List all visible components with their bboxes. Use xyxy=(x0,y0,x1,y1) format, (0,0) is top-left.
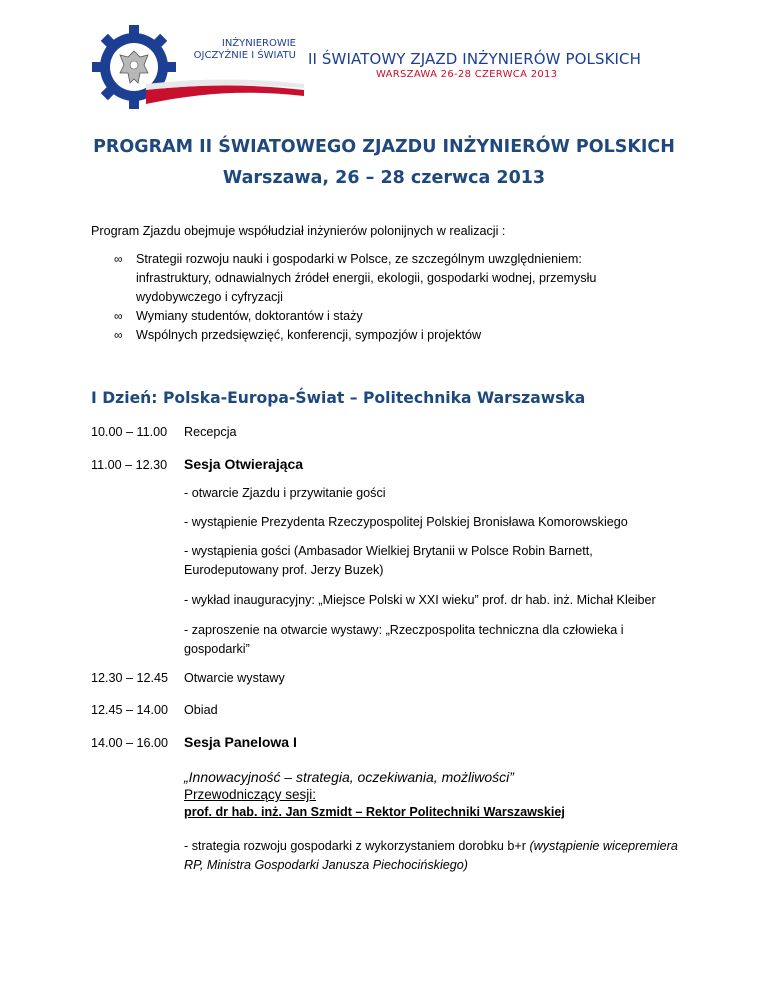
list-item xyxy=(96,326,696,345)
logo-text-line1: INŻYNIEROWIE xyxy=(221,38,296,49)
day-heading: I Dzień: Polska-Europa-Świat – Politechnika Warszawska xyxy=(91,389,586,407)
schedule-time: 12.30 – 12.45 xyxy=(91,671,169,685)
session-chair: prof. dr hab. inż. Jan Szmidt – Rektor Politechniki Warszawskiej xyxy=(184,805,565,819)
opening-item: - wystąpienie Prezydenta Rzeczypospolitej Polskiej Bronisława Komorowskiego xyxy=(184,515,628,529)
document-title: PROGRAM II ŚWIATOWEGO ZJAZDU INŻYNIERÓW POLSKICH xyxy=(93,137,675,157)
schedule-time: 14.00 – 16.00 xyxy=(91,736,169,750)
opening-item: - wystąpienia gości (Ambasador Wielkiej Brytanii w Polsce Robin Barnett, Eurodeputowany prof. Jerzy Buzek) xyxy=(184,544,593,577)
schedule-time: 12.45 – 14.00 xyxy=(91,703,169,717)
schedule-event: Sesja Otwierająca xyxy=(184,456,304,472)
list-item-text: Wspólnych przedsięwzięć, konferencji, sympozjów i projektów xyxy=(136,328,482,342)
schedule-time: 10.00 – 11.00 xyxy=(91,425,168,439)
conference-logo xyxy=(92,24,304,110)
intro-text: Program Zjazdu obejmuje współudział inżynierów polonijnych w realizacji : xyxy=(91,224,506,238)
list-item xyxy=(96,250,696,307)
document-date: Warszawa, 26 – 28 czerwca 2013 xyxy=(222,168,546,188)
infinity-bullet-icon: ∞ xyxy=(114,328,123,342)
infinity-bullet-icon: ∞ xyxy=(114,309,123,323)
panel-topic: „Innowacyjność – strategia, oczekiwania, możliwości” xyxy=(184,769,514,785)
logo-text xyxy=(178,38,296,62)
schedule-event: Recepcja xyxy=(184,425,237,439)
list-item xyxy=(96,307,696,326)
list-item-text: Strategii rozwoju nauki i gospodarki w Polsce, ze szczególnym uwzględnieniem: infrastruktury, odnawialnych źródeł energii, ekologii, gospodarki wodnej, przemysłu wydobywczego i cyfryzacji xyxy=(136,252,597,304)
opening-item: - otwarcie Zjazdu i przywitanie gości xyxy=(184,486,386,500)
logo-text-line2: OJCZYŹNIE I ŚWIATU xyxy=(193,50,296,61)
opening-item: - zaproszenie na otwarcie wystawy: „Rzeczpospolita techniczna dla człowieka i gospodarki” xyxy=(184,623,624,656)
infinity-bullet-icon: ∞ xyxy=(114,252,123,266)
moderator-label: Przewodniczący sesji: xyxy=(184,787,317,802)
list-item-text: Wymiany studentów, doktorantów i staży xyxy=(136,309,363,323)
schedule-event: Sesja Panelowa I xyxy=(184,734,297,750)
bullet-list xyxy=(96,250,696,345)
opening-item: - wykład inauguracyjny: „Miejsce Polski w XXI wieku” prof. dr hab. inż. Michał Kleiber xyxy=(184,593,656,607)
panel-item-note: (wystąpienie wicepremiera RP, Ministra Gospodarki Janusza Piechocińskiego) xyxy=(184,839,678,872)
panel-item xyxy=(184,837,684,875)
schedule-time: 11.00 – 12.30 xyxy=(91,458,168,472)
schedule-event: Obiad xyxy=(184,703,218,717)
panel-item-text: - strategia rozwoju gospodarki z wykorzystaniem dorobku b+r xyxy=(184,839,530,853)
header-subtitle: WARSZAWA 26-28 CZERWCA 2013 xyxy=(376,69,558,80)
schedule-event: Otwarcie wystawy xyxy=(184,671,285,685)
header-title: II ŚWIATOWY ZJAZD INŻYNIERÓW POLSKICH xyxy=(308,50,641,68)
